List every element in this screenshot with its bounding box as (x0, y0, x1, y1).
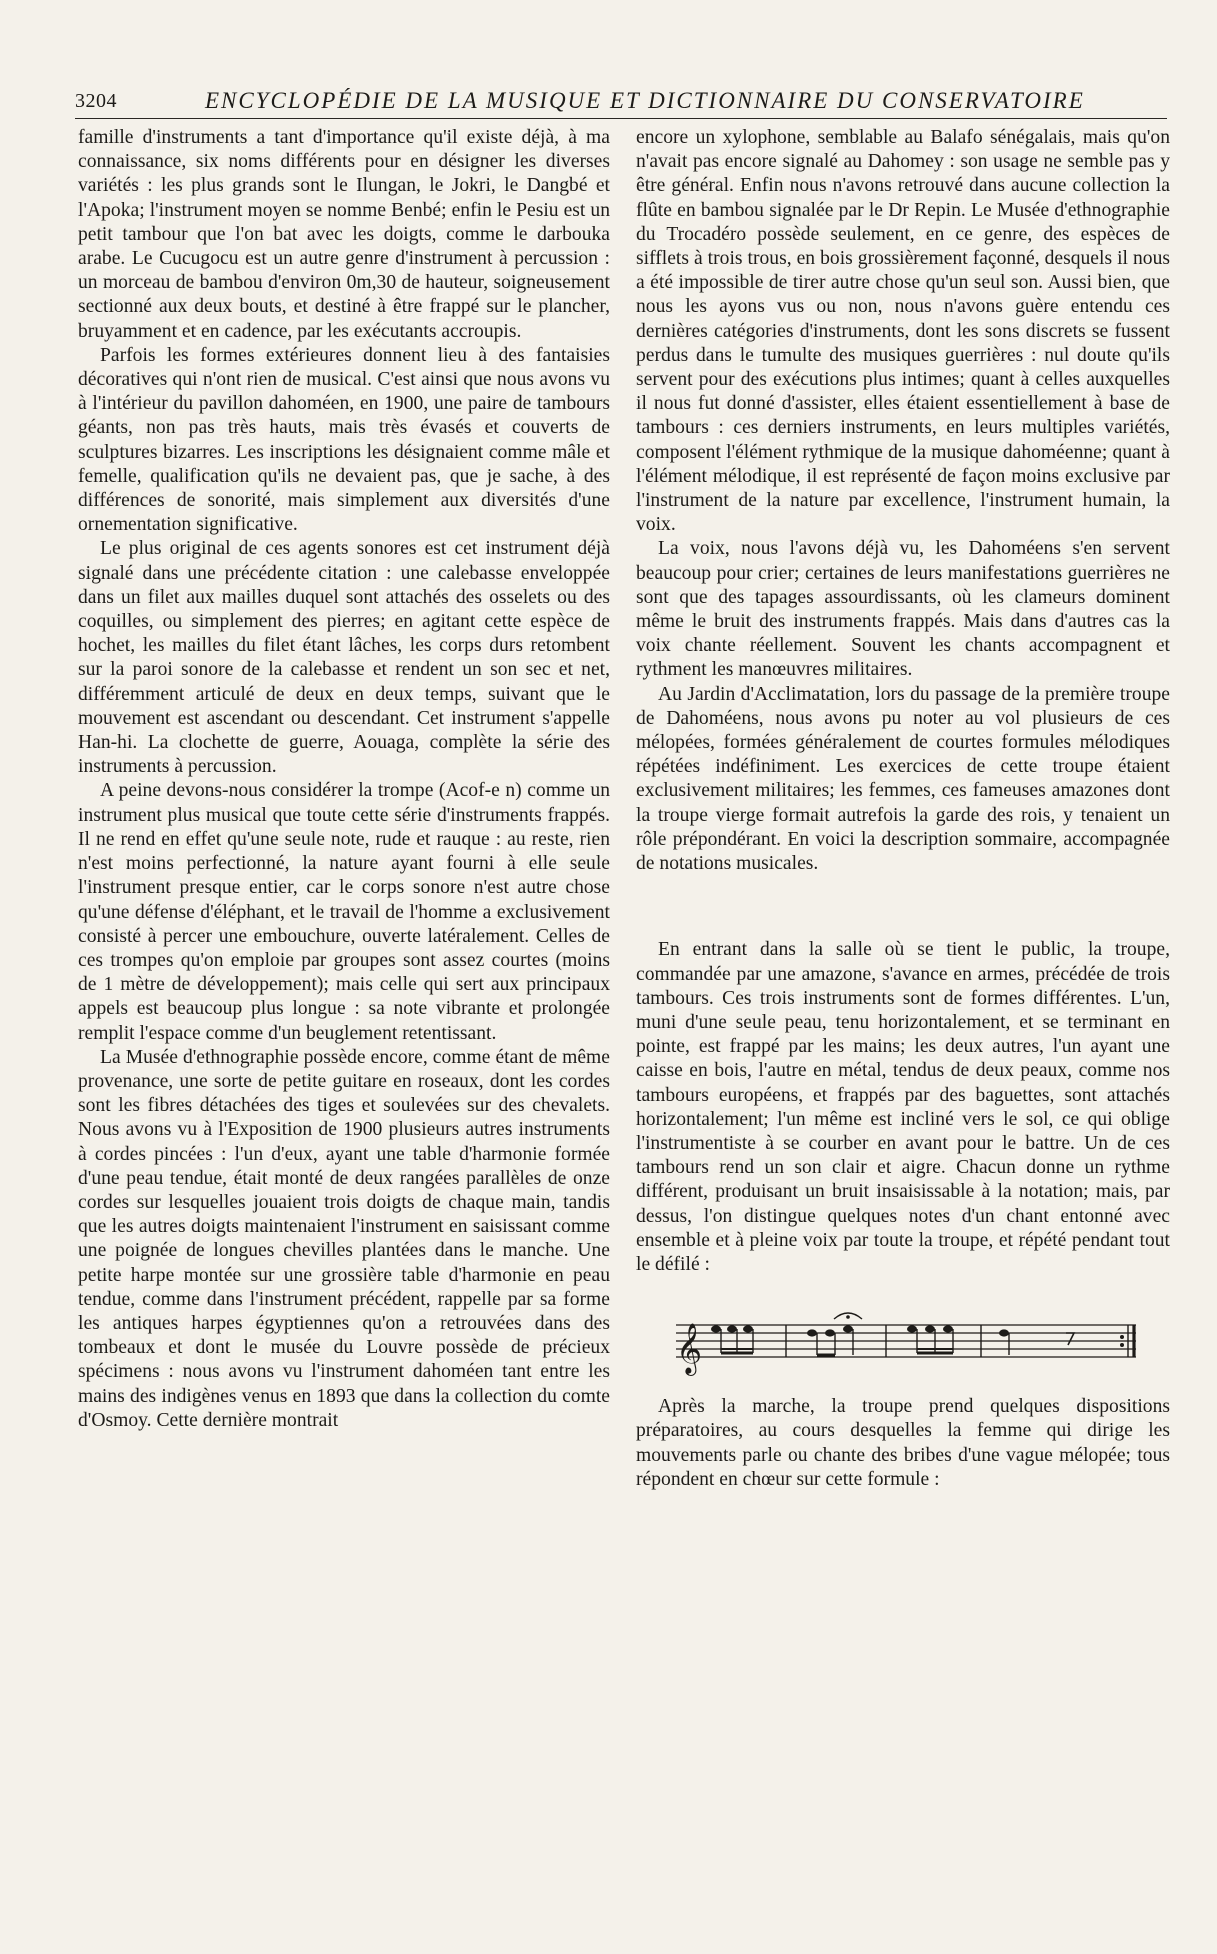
page-number: 3204 (75, 90, 117, 112)
paragraph: Au Jardin d'Acclimatation, lors du passage de la première troupe de Dahoméens, nous avons pu noter au vol plusieurs de ces mélopées, formées généralement de courtes formules mélodiques répétées indéfiniment. Les exercices de cette troupe étaient exclusivement militaires; les femmes, ces fameuses amazones dont la troupe vierge formait autrefois la garde des rois, y tenaient un rôle prépondérant. En voici la description sommaire, accompagnée de notations musicales. (636, 683, 1170, 875)
running-title: ENCYCLOPÉDIE DE LA MUSIQUE ET DICTIONNAIRE DU CONSERVATOIRE (205, 88, 1085, 113)
paragraph: Parfois les formes extérieures donnent lieu à des fantaisies décoratives qui n'ont rien de musical. C'est ainsi que nous avons vu à l'intérieur du pavillon dahoméen, en 1900, une paire de tambours géants, non pas très hauts, mais très évasés et couverts de sculptures bizarres. Les inscriptions les désignaient comme mâle et femelle, qualification qu'ils ne devaient pas, que je sache, à des différences de sonorité, mais simplement aux diversités d'une ornementation significative. (78, 344, 610, 536)
paragraph: famille d'instruments a tant d'importance qu'il existe déjà, à ma connaissance, six noms différents pour en désigner les diverses variétés : les plus grands sont le Ilungan, le Jokri, le Dangbé et l'Apoka; l'instrument moyen se nomme Benbé; enfin le Pesiu est un petit tambour que l'on bat avec les doigts, comme le darbouka arabe. Le Cucugocu est un autre genre d'instrument à percussion : un morceau de bambou d'environ 0m,30 de hauteur, soigneusement sectionné aux deux bouts, et destiné à être frappé sur le plancher, bruyamment et en cadence, par les exécutants accroupis. (78, 127, 610, 342)
fermata-dot (846, 1315, 850, 1319)
paragraph: Après la marche, la troupe prend quelques dispositions préparatoires, au cours desquelles la femme qui dirige les mouvements parle ou chante des bribes d'une vague mélopée; tous répondent en chœur sur cette formule : (636, 1396, 1170, 1490)
paragraph: La Musée d'ethnographie possède encore, comme étant de même provenance, une sorte de petite guitare en roseaux, dont les cordes sont les fibres détachées des tiges et soulevées sur des chevalets. Nous avons vu à l'Exposition de 1900 plusieurs autres instruments à cordes pincées : l'un d'eux, ayant une table d'harmonie formée d'une peau tendue, était monté de deux rangées parallèles de onze cordes sur lesquelles jouaient trois doigts de chaque main, tandis que les autres doigts maintenaient l'instrument en saisissant comme une poignée de longues chevilles plantées dans le manche. Une petite harpe montée sur une grossière table d'harmonie en peau tendue, comme dans l'instrument précédent, rappelle par sa forme les antiques harpes égyptiennes qu'on a retrouvées dans des tombeaux et dont le musée du Louvre possède de précieux spécimens : nous avons vu l'instrument dahoméen tant entre les mains des indigènes venus en 1893 que dans la collection du comte d'Osmoy. Cette dernière montrait (78, 1046, 610, 1431)
running-header (75, 84, 1167, 119)
notes (711, 1326, 1009, 1337)
paragraph: Le plus original de ces agents sonores est cet instrument déjà signalé dans une précédente citation : une calebasse enveloppée dans un filet aux mailles duquel sont attachés des osselets ou des coquilles, ou simplement des pierres; en agitant cette espèce de hochet, les mailles du filet étant lâches, les corps durs retombent sur la paroi sonore de la calebasse et rendent un son sec et net, différemment articulé de deux en deux temps, suivant que le mouvement est ascendant ou descendant. Cet instrument s'appelle Han-hi. La clochette de guerre, Aouaga, complète la série des instruments à percussion. (78, 538, 610, 778)
paragraph: A peine devons-nous considérer la trompe (Acof-e n) comme un instrument plus musical que toute cette série d'instruments frappés. Il ne rend en effet qu'une seule note, rude et rauque : au reste, rien n'est moins perfectionné, la nature ayant fourni à elle seule l'instrument presque entier, car le corps sonore n'est autre chose qu'une défense d'éléphant, et le travail de l'homme a exclusivement consisté à percer une embouchure, ouverte latéralement. Celles de ces trompes qu'on emploie par groupes sont assez courtes (moins de 1 mètre de développement); mais celle qui sert aux principaux appels est beaucoup plus longue : sa note vibrante et prolongée remplit l'espace comme d'un beuglement retentissant. (78, 780, 610, 1044)
left-column (78, 126, 610, 1433)
eighth-rest-icon (1066, 1333, 1074, 1345)
treble-clef-icon: 𝄞 (676, 1323, 703, 1375)
music-notation (636, 1303, 1170, 1377)
paragraph: La voix, nous l'avons déjà vu, les Dahoméens s'en servent beaucoup pour crier; certaines de leurs manifestations guerrières ne sont que des tapages assourdissants, où les clameurs dominent même le bruit des instruments frappés. Mais dans d'autres cas la voix chante réellement. Souvent les chants accompagnent et rythment les manœuvres militaires. (636, 538, 1170, 681)
right-column (636, 126, 1170, 1492)
paragraph: encore un xylophone, semblable au Balafo sénégalais, mais qu'on n'avait pas encore signalé au Dahomey : son usage ne semble pas y être général. Enfin nous n'avons retrouvé dans aucune collection la flûte en bambou signalée par le Dr Repin. Le Musée d'ethnographie du Trocadéro possède seulement, en ce genre, des espèces de sifflets à trois trous, en bois grossièrement façonné, desquels il nous a été impossible de tirer autre chose qu'un seul son. Aussi bien, que nous les ayons vus ou non, nous n'avons guère entendu ces dernières catégories d'instruments, dont les sons discrets se fussent perdus dans le tumulte des musiques guerrières : nul doute qu'ils servent pour des exécutions plus intimes; quant à celles auxquelles il nous fut donné d'assister, elles étaient essentiellement à base de tambours : ces derniers instruments, en leurs multiples variétés, composent l'élément rythmique de la musique dahoméenne; quant à l'élément mélodique, il est représenté de façon moins exclusive par l'instrument de la nature par excellence, l'instrument humain, la voix. (636, 127, 1170, 536)
music-staff-figure (636, 1303, 1170, 1377)
paragraph: En entrant dans la salle où se tient le public, la troupe, commandée par une amazone, s'avance en armes, précédée de trois tambours. Ces trois instruments sont de formes différentes. L'un, muni d'une seule peau, tenu horizontalement, et se terminant en pointe, est frappé par les mains; les deux autres, l'un ayant une caisse en bois, l'autre en métal, tendus de deux peaux, comme nos tambours européens, et frappés par des baguettes, sont attachés horizontalement; l'un même est incliné vers le sol, ce qui oblige l'instrumentiste à se courber en avant pour le battre. Un de ces tambours rend un son clair et aigre. Chacun donne un rythme différent, produisant un bruit insaisissable à la notation; mais, par dessus, l'on distingue quelques notes d'un chant entonné avec ensemble et à pleine voix par toute la troupe, et répété pendant tout le défilé : (636, 939, 1170, 1275)
